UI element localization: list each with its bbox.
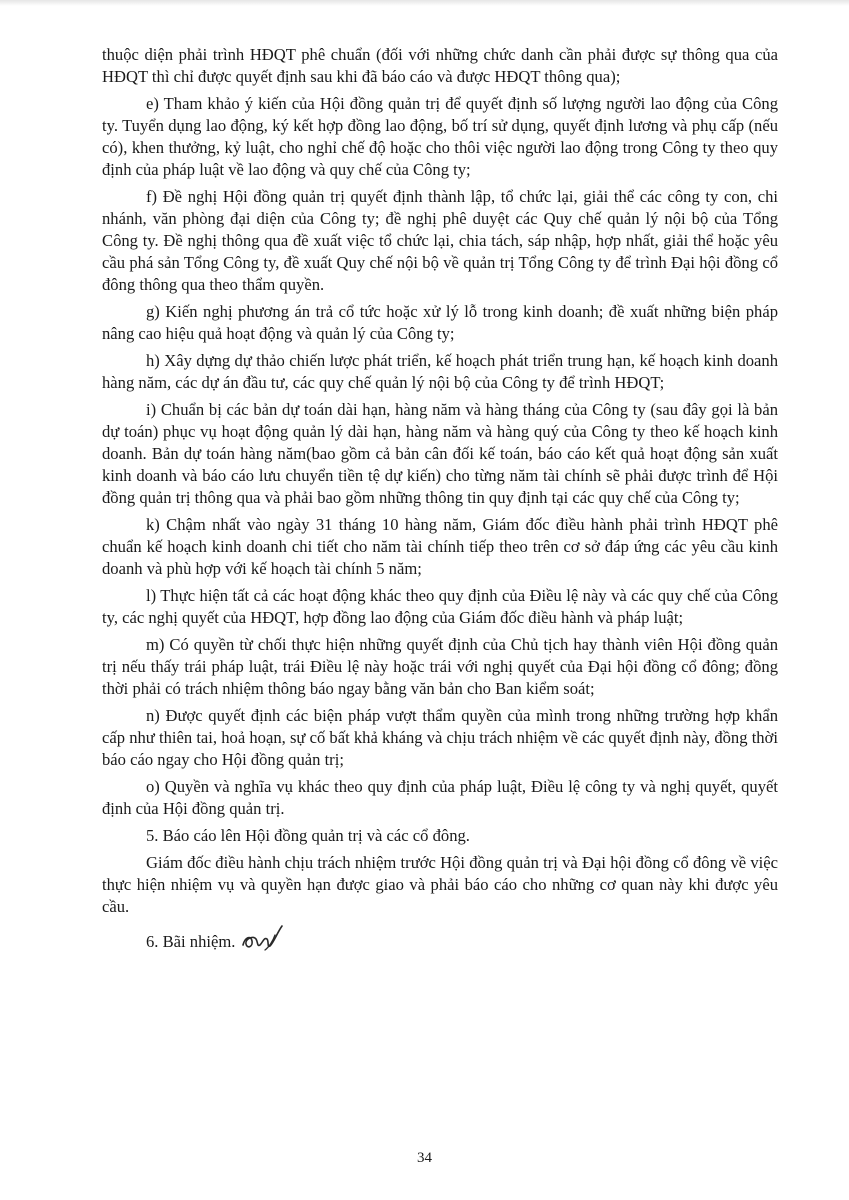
paragraph-item-f: f) Đề nghị Hội đồng quản trị quyết định thành lập, tổ chức lại, giải thể các công ty con, chi nhánh, văn phòng đại diện của Công ty; đề nghị phê duyệt các Quy chế quản lý nội bộ của Tổng Công ty. Đề nghị thông qua đề xuất việc tổ chức lại, chia tách, sáp nhập, hợp nhất, giải thể hoặc yêu cầu phá sản Tổng Công ty, đề xuất Quy chế nội bộ về quản trị Tổng Công ty để trình Đại hội đồng cổ đông thông qua theo thẩm quyền.: [102, 187, 778, 294]
paragraph-section-5-body: Giám đốc điều hành chịu trách nhiệm trước Hội đồng quản trị và Đại hội đồng cổ đông về việc thực hiện nhiệm vụ và quyền hạn được giao và phải báo cáo cho những cơ quan này khi được yêu cầu.: [102, 853, 778, 916]
document-body: [102, 44, 778, 953]
paragraph-item-m: m) Có quyền từ chối thực hiện những quyết định của Chủ tịch hay thành viên Hội đồng quản trị nếu thấy trái pháp luật, trái Điều lệ này hoặc trái với nghị quyết của Đại hội đồng cổ đông; đồng thời phải có trách nhiệm thông báo ngay bằng văn bản cho Ban kiểm soát;: [102, 635, 778, 698]
paragraph-item-h: h) Xây dựng dự thảo chiến lược phát triển, kế hoạch phát triển trung hạn, kế hoạch kinh doanh hàng năm, các dự án đầu tư, các quy chế quản lý nội bộ của Công ty để trình HĐQT;: [102, 351, 778, 392]
final-heading-row: [146, 923, 778, 953]
paragraph-item-g: g) Kiến nghị phương án trả cổ tức hoặc xử lý lỗ trong kinh doanh; đề xuất những biện pháp nâng cao hiệu quả hoạt động và quản lý của Công ty;: [102, 302, 778, 343]
paragraph-item-i: i) Chuẩn bị các bản dự toán dài hạn, hàng năm và hàng tháng của Công ty (sau đây gọi là bản dự toán) phục vụ hoạt động quản lý dài hạn, hàng năm và hàng quý của Công ty theo kế hoạch kinh doanh. Bản dự toán hàng năm(bao gồm cả bản cân đối kế toán, báo cáo kết quả hoạt động sản xuất kinh doanh và báo cáo lưu chuyển tiền tệ dự kiến) cho từng năm tài chính sẽ phải được trình để Hội đồng quản trị thông qua và phải bao gồm những thông tin quy định tại các quy chế của Công ty;: [102, 400, 778, 507]
paragraph-item-l: l) Thực hiện tất cả các hoạt động khác theo quy định của Điều lệ này và các quy chế của Công ty, các nghị quyết của HĐQT, hợp đồng lao động của Giám đốc điều hành và pháp luật;: [102, 586, 778, 627]
initials-signature-icon: [239, 923, 285, 953]
paragraph-item-n: n) Được quyết định các biện pháp vượt thẩm quyền của mình trong những trường hợp khẩn cấp như thiên tai, hoả hoạn, sự cố bất khả kháng và chịu trách nhiệm về các quyết định này, đồng thời báo cáo ngay cho Hội đồng quản trị;: [102, 706, 778, 769]
page-number: 34: [417, 1150, 432, 1166]
paragraph-item-e: e) Tham khảo ý kiến của Hội đồng quản trị để quyết định số lượng người lao động của Công ty. Tuyển dụng lao động, ký kết hợp đồng lao động, bố trí sử dụng, quyết định lương và phụ cấp (nếu có), khen thưởng, kỷ luật, cho nghỉ chế độ hoặc cho thôi việc người lao động trong Công ty theo quy định của pháp luật về lao động và quy chế của Công ty;: [102, 94, 778, 179]
paragraph-item-k: k) Chậm nhất vào ngày 31 tháng 10 hàng năm, Giám đốc điều hành phải trình HĐQT phê chuẩn kế hoạch kinh doanh chi tiết cho năm tài chính tiếp theo trên cơ sở đáp ứng các yêu cầu kinh doanh và phù hợp với kế hoạch tài chính 5 năm;: [102, 515, 778, 578]
section-heading-6: 6. Bãi nhiệm.: [146, 932, 236, 951]
paragraph-item-o: o) Quyền và nghĩa vụ khác theo quy định của pháp luật, Điều lệ công ty và nghị quyết, quyết định của Hội đồng quản trị.: [102, 777, 778, 818]
scan-top-edge: [0, 0, 849, 6]
paragraph-continuation: thuộc diện phải trình HĐQT phê chuẩn (đối với những chức danh cần phải được sự thông qua của HĐQT thì chỉ được quyết định sau khi đã báo cáo và được HĐQT thông qua);: [102, 45, 778, 86]
section-heading-5: 5. Báo cáo lên Hội đồng quản trị và các cổ đông.: [146, 826, 470, 845]
